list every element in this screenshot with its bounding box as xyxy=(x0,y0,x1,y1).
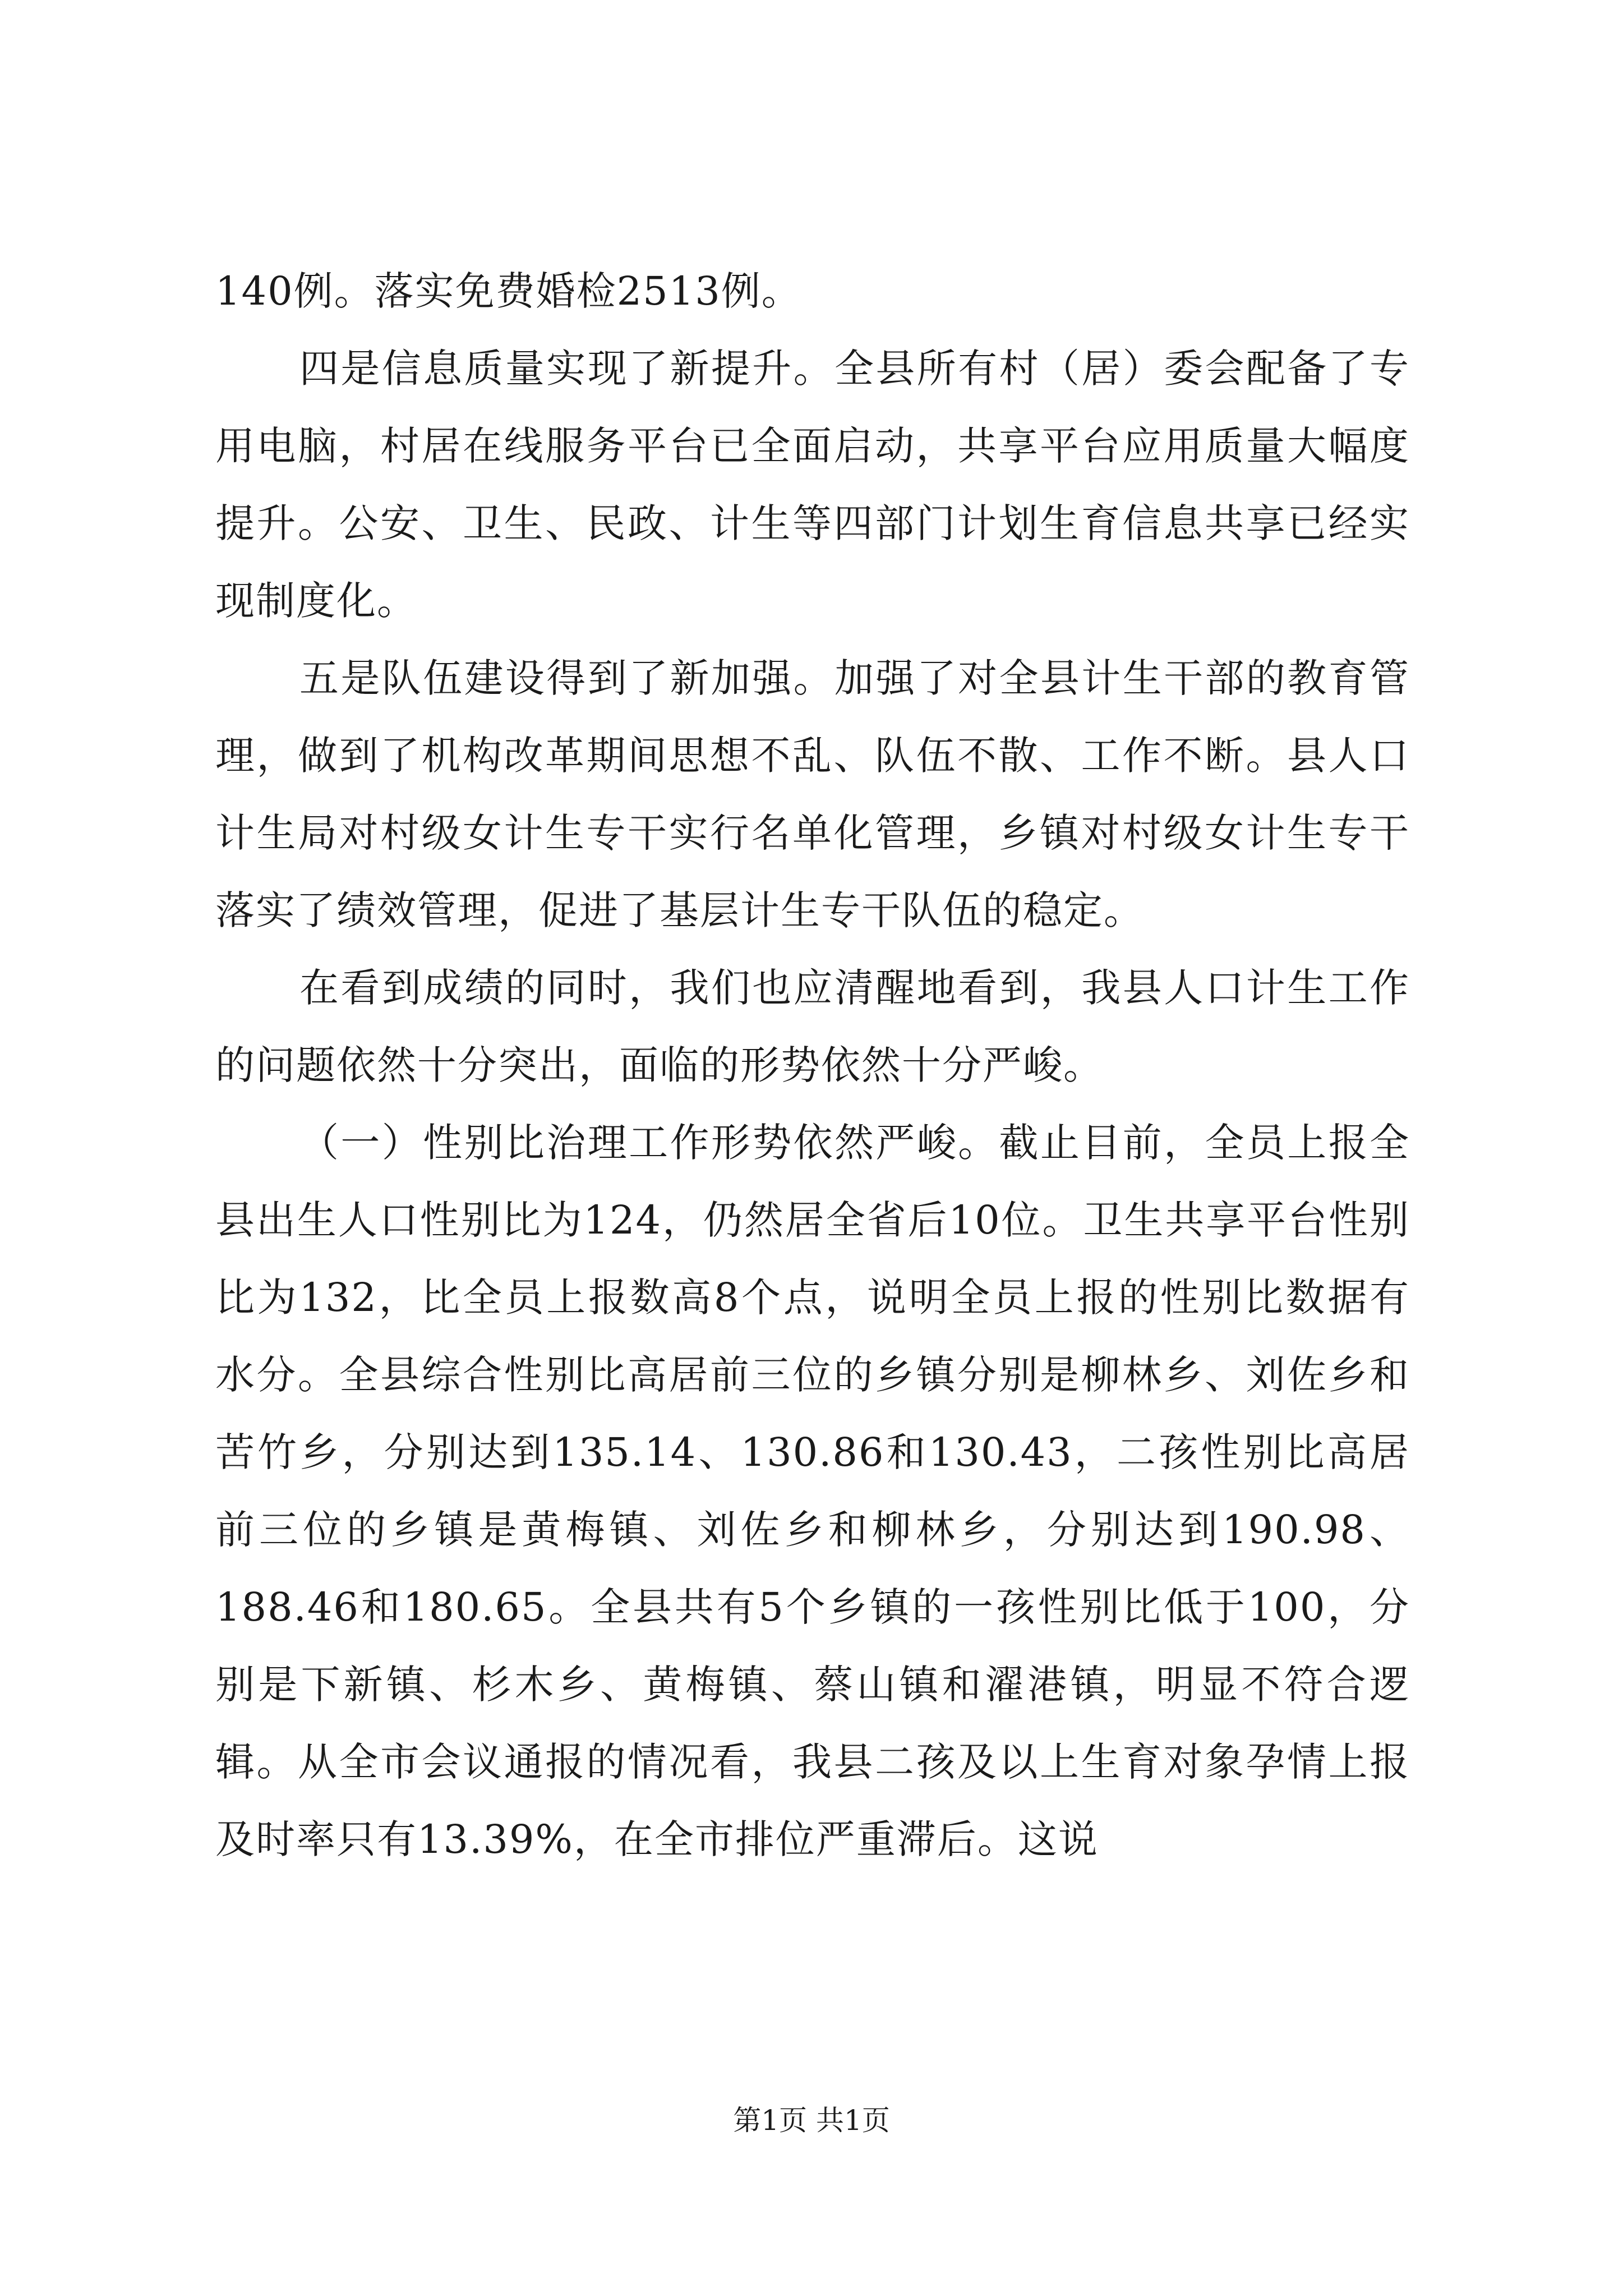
page-footer: 第1页 共1页 xyxy=(733,2104,890,2137)
document-body xyxy=(215,252,1410,1878)
paragraph-continuation: 140例。落实免费婚检2513例。 xyxy=(215,268,802,314)
paragraph-team-building: 五是队伍建设得到了新加强。加强了对全县计生干部的教育管理，做到了机构改革期间思想不乱、队伍不散、工作不断。县人口计生局对村级女计生专干实行名单化管理，乡镇对村级女计生专干落实了绩效管理，促进了基层计生专干队伍的稳定。 xyxy=(215,655,1410,933)
paragraph-problems-summary: 在看到成绩的同时，我们也应清醒地看到，我县人口计生工作的问题依然十分突出，面临的形势依然十分严峻。 xyxy=(215,965,1410,1088)
paragraph-information-quality: 四是信息质量实现了新提升。全县所有村（居）委会配备了专用电脑，村居在线服务平台已全面启动，共享平台应用质量大幅度提升。公安、卫生、民政、计生等四部门计划生育信息共享已经实现制度化。 xyxy=(215,346,1410,624)
paragraph-sex-ratio: （一）性别比治理工作形势依然严峻。截止目前，全员上报全县出生人口性别比为124，仍然居全省后10位。卫生共享平台性别比为132，比全员上报数高8个点，说明全员上报的性别比数据有水分。全县综合性别比高居前三位的乡镇分别是柳林乡、刘佐乡和苦竹乡，分别达到135.14、130.86和130.43，二孩性别比高居前三位的乡镇是黄梅镇、刘佐乡和柳林乡，分别达到190.98、188.46和180.65。全县共有5个乡镇的一孩性别比低于100，分别是下新镇、杉木乡、黄梅镇、蔡山镇和濯港镇，明显不符合逻辑。从全市会议通报的情况看，我县二孩及以上生育对象孕情上报及时率只有13.39%，在全市排位严重滞后。这说 xyxy=(215,1120,1410,1862)
